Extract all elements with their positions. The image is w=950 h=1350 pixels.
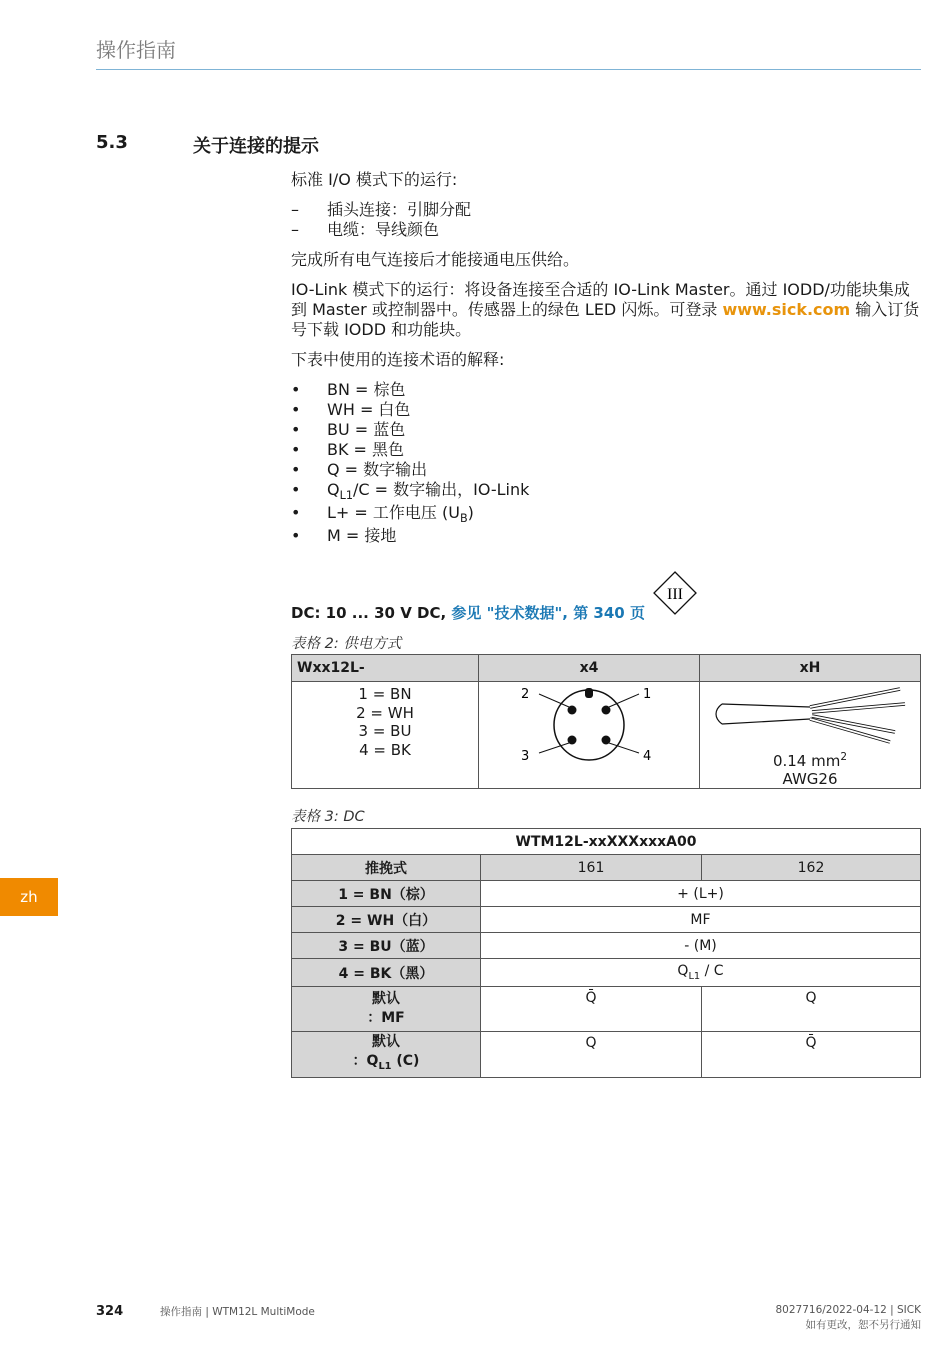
terms-intro: 下表中使用的连接术语的解释:: [291, 350, 505, 369]
term-ql1-sub: L1: [339, 489, 353, 503]
page-header-title: 操作指南: [96, 38, 176, 62]
row-default-mf-162: Q: [702, 987, 921, 1032]
table3-caption: 表格 3: DC: [291, 809, 365, 825]
row-bn-label: 1 = BN（棕）: [292, 881, 481, 907]
dash-marker: –: [291, 220, 299, 239]
cable-diagram-cell: [700, 682, 921, 789]
dash-item: [291, 220, 921, 240]
cable-spec: [700, 748, 920, 788]
term-q: Q = 数字输出: [327, 460, 428, 479]
table2-caption: 表格 2: 供电方式: [291, 636, 402, 652]
cable-end: [716, 704, 722, 724]
pin-label-4: 4: [643, 748, 652, 764]
pin-assignment-cell: [292, 682, 479, 789]
term-item: [291, 380, 921, 400]
term-lplus-sub: B: [459, 512, 468, 526]
row-bu-label: 3 = BU（蓝）: [292, 933, 481, 959]
row-default-mf-label: [292, 987, 481, 1032]
term-lplus-close: ): [467, 503, 474, 522]
row-default-ql1-label: [292, 1032, 481, 1078]
row-bu-value: - (M): [481, 933, 921, 959]
footer-change-note: 如有更改，恕不另行通知: [805, 1319, 921, 1331]
header-divider: [96, 69, 921, 70]
bullet: •: [291, 400, 301, 419]
term-item: [291, 420, 921, 440]
table2-header-x4: x4: [479, 655, 700, 682]
bullet: •: [291, 503, 301, 522]
term-item: [291, 460, 921, 480]
tech-data-reference-link[interactable]: 参见 "技术数据", 第 340 页: [451, 604, 645, 622]
supply-table: [291, 654, 921, 789]
table3-header-162: 162: [702, 855, 921, 881]
cable-cross-section-sup: 2: [840, 751, 848, 763]
term-ql1-text: /C = 数字输出，IO-Link: [352, 480, 530, 499]
dash-item-text: 电缆：导线颜色: [327, 220, 440, 239]
pin-label-1: 1: [643, 686, 652, 702]
cable-jacket: [722, 719, 810, 724]
pin-3: 3 = BU: [358, 722, 412, 740]
term-ql1-q: Q: [327, 480, 340, 499]
term-m: M = 接地: [327, 526, 397, 545]
row-default-ql1-162: Q̄: [702, 1032, 921, 1078]
bullet: •: [291, 440, 301, 459]
footer-document-title: 操作指南 | WTM12L MultiMode: [160, 1306, 315, 1318]
dc-table: [291, 828, 921, 1078]
cable-drawing: [700, 682, 920, 752]
row-wh-value: MF: [481, 907, 921, 933]
connector-key: [585, 688, 593, 698]
term-lplus-text: L+ = 工作电压 (U: [327, 503, 460, 522]
standard-io-text: 标准 I/O 模式下的运行:: [291, 170, 458, 189]
section-number: 5.3: [96, 132, 128, 153]
term-item: [291, 503, 921, 526]
term-bn: BN = 棕色: [327, 380, 406, 399]
protection-class-icon: [652, 570, 698, 616]
pin-2: 2 = WH: [356, 703, 414, 722]
row-bk-value: [481, 959, 921, 987]
pin-label-3: 3: [521, 748, 530, 764]
bullet: •: [291, 380, 301, 399]
default-label: 默认: [372, 1034, 400, 1051]
table3-title: WTM12L-xxXXXxxxA00: [292, 829, 921, 855]
bullet: •: [291, 480, 301, 499]
row-bk-label: 4 = BK（黑）: [292, 959, 481, 987]
term-item: [291, 440, 921, 460]
cable-cross-section: [700, 748, 920, 770]
dash-item-text: 插头连接：引脚分配: [327, 200, 472, 219]
bullet: •: [291, 420, 301, 439]
default-ql1-c: (C): [391, 1053, 420, 1070]
table3-header-161: 161: [481, 855, 702, 881]
table2-header-xh: xH: [700, 655, 921, 682]
row-default-ql1-161: Q: [481, 1032, 702, 1078]
bullet: •: [291, 460, 301, 479]
connector-outline: [554, 690, 624, 760]
default-label: 默认: [372, 991, 400, 1007]
iolink-text-1: IO-Link 模式下的运行：将设备连接至合适的 IO-Link Master。通过 IODD/功能块集成到 Master 或控制器中。传感器上的绿色 LED 闪烁。可登录: [291, 280, 910, 319]
cable-cross-section-value: 0.14 mm: [772, 752, 841, 770]
cable-awg: AWG26: [782, 770, 838, 788]
table3-header-pushpull: 推挽式: [292, 855, 481, 881]
pin-4: 4 = BK: [359, 740, 411, 759]
dash-marker: –: [291, 200, 299, 219]
default-ql1-label: [292, 1052, 480, 1076]
term-item: [291, 480, 921, 503]
term-wh: WH = 白色: [327, 400, 411, 419]
row-bn-value: + (L+): [481, 881, 921, 907]
term-bu: BU = 蓝色: [327, 420, 406, 439]
row-bk-c: / C: [700, 963, 724, 980]
term-item: [291, 526, 921, 546]
row-default-mf-161: Q̄: [481, 987, 702, 1032]
dc-heading-prefix: DC: 10 ... 30 V DC,: [291, 604, 447, 622]
row-bk-q: Q: [677, 963, 689, 980]
table2-header-model: Wxx12L-: [292, 655, 479, 682]
protection-class-label: III: [667, 586, 683, 603]
term-item: [291, 400, 921, 420]
page-number: 324: [96, 1304, 124, 1319]
iolink-text-2: 输入订货号下载 IODD 和功能块。: [291, 300, 920, 339]
default-mf-label: ：MF: [367, 1010, 405, 1026]
sick-website-link[interactable]: www.sick.com: [722, 300, 851, 319]
term-ql1: [327, 480, 530, 503]
iolink-paragraph: [291, 280, 921, 340]
connector-diagram-cell: [479, 682, 700, 789]
footer-document-ref: 8027716/2022-04-12 | SICK: [775, 1304, 921, 1316]
dc-heading: [291, 602, 645, 623]
default-ql1-sub: L1: [378, 1060, 392, 1072]
section-title: 关于连接的提示: [193, 136, 319, 157]
voltage-note: 完成所有电气连接后才能接通电压供给。: [291, 250, 580, 269]
row-bk-sub: L1: [688, 970, 701, 982]
row-wh-label: 2 = WH（白）: [292, 907, 481, 933]
bullet: •: [291, 526, 301, 545]
body-text: [291, 170, 921, 546]
m12-connector-diagram: [479, 683, 699, 788]
term-bk: BK = 黑色: [327, 440, 405, 459]
language-tab[interactable]: zh: [0, 878, 58, 916]
pin-1: 1 = BN: [358, 685, 412, 703]
dash-item: [291, 200, 921, 220]
pin-label-2: 2: [521, 686, 530, 702]
cable-jacket: [722, 704, 810, 707]
default-ql1-q: ：Q: [352, 1053, 379, 1070]
term-lplus: [327, 503, 474, 526]
